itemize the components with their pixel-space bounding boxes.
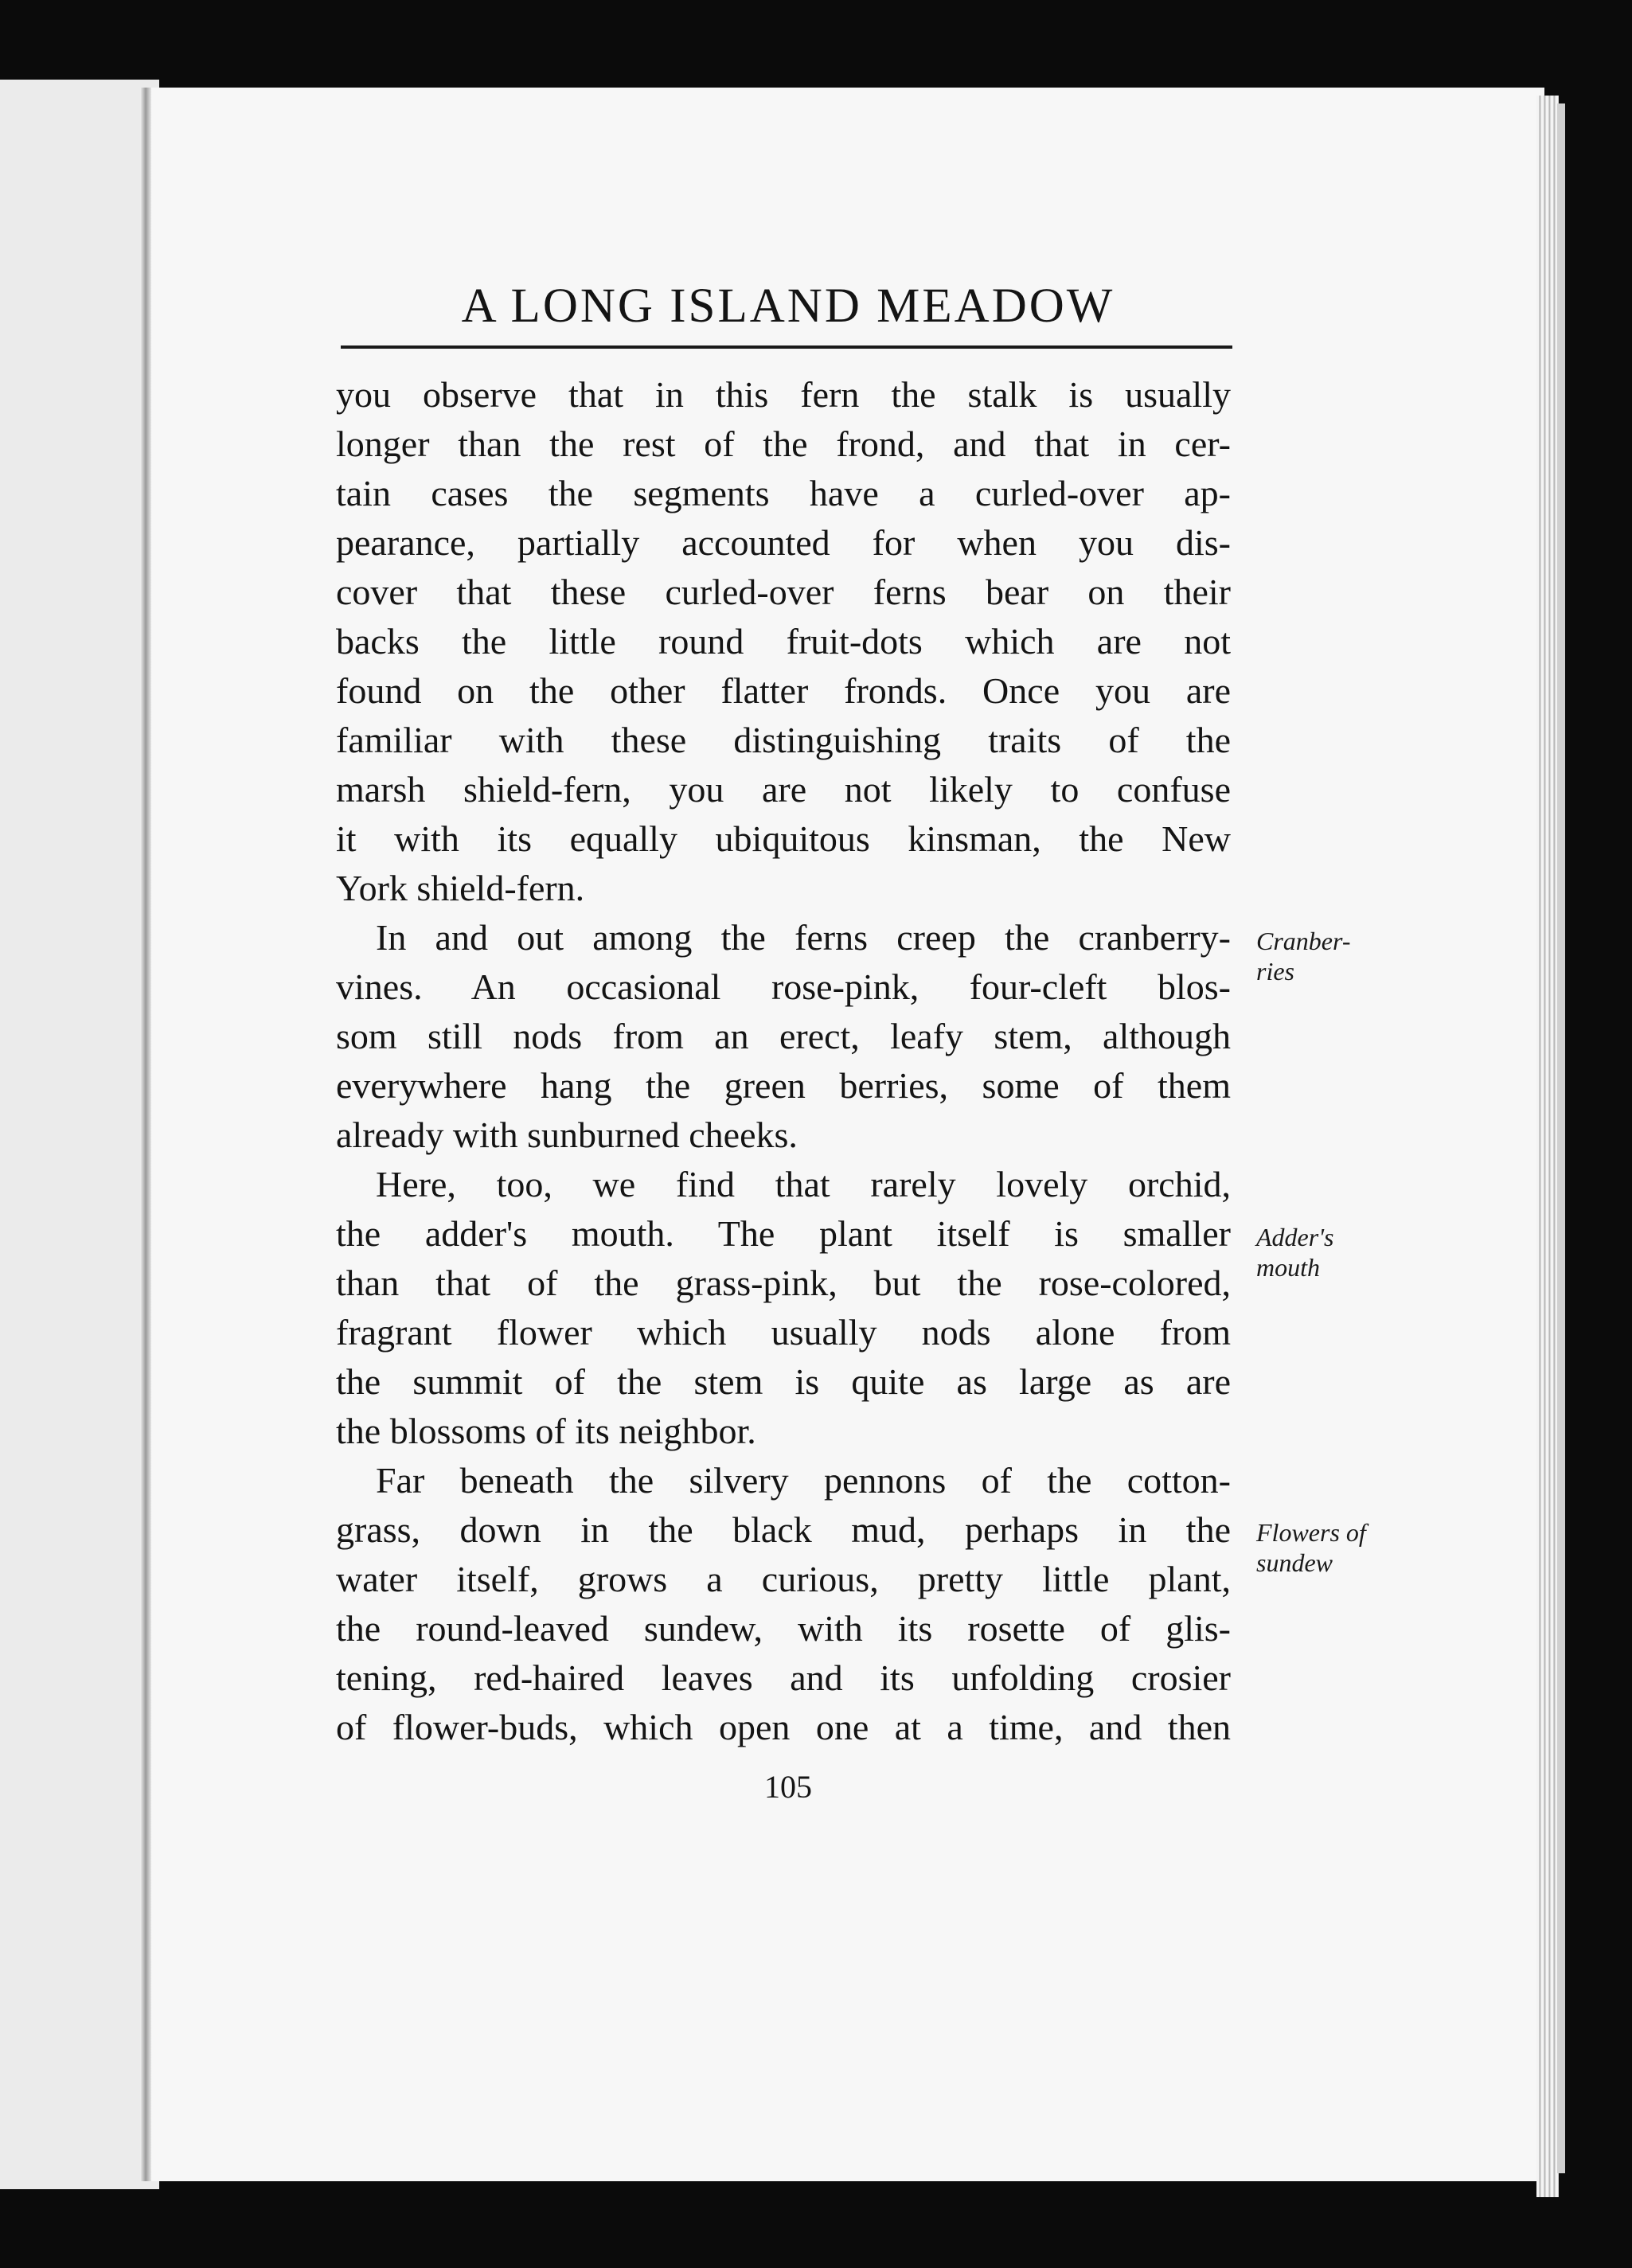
margin-note-line: sundew xyxy=(1256,1548,1333,1577)
margin-note-line: ries xyxy=(1256,957,1294,986)
margin-note-line: Cranber- xyxy=(1256,927,1351,955)
header-rule xyxy=(341,345,1232,349)
text-line: longer than the rest of the frond, and that in cer- xyxy=(336,424,1231,464)
page-stack-shadow xyxy=(1557,103,1565,2173)
text-line: marsh shield-fern, you are not likely to confuse xyxy=(336,769,1231,810)
page-stack-edge xyxy=(1536,96,1559,2197)
text-line: the adder's mouth. The plant itself is smaller xyxy=(336,1213,1231,1254)
body-text xyxy=(336,370,1231,1752)
text-line: tain cases the segments have a curled-over ap- xyxy=(336,473,1231,513)
margin-note-line: mouth xyxy=(1256,1253,1320,1282)
margin-note-flowers-of-sundew xyxy=(1256,1517,1447,1578)
text-line: the summit of the stem is quite as large as are xyxy=(336,1361,1231,1402)
text-line: you observe that in this fern the stalk is usually xyxy=(336,374,1231,415)
margin-note-adders-mouth xyxy=(1256,1222,1447,1282)
text-line: found on the other flatter fronds. Once you are xyxy=(336,670,1231,711)
text-line: backs the little round fruit-dots which are not xyxy=(336,621,1231,662)
margin-note-line: Adder's xyxy=(1256,1223,1334,1251)
text-line: In and out among the ferns creep the cranberry- xyxy=(376,917,1231,958)
text-line: Here, too, we find that rarely lovely orchid, xyxy=(376,1164,1231,1204)
margin-note-line: Flowers of xyxy=(1256,1518,1366,1547)
text-line: it with its equally ubiquitous kinsman, the New xyxy=(336,818,1231,859)
text-line: cover that these curled-over ferns bear on their xyxy=(336,572,1231,612)
facing-page-edge xyxy=(0,80,159,2189)
text-line: vines. An occasional rose-pink, four-cleft blos- xyxy=(336,966,1231,1007)
text-line: water itself, grows a curious, pretty little plant, xyxy=(336,1559,1231,1599)
text-line: familiar with these distinguishing traits of the xyxy=(336,720,1231,760)
text-line: already with sunburned cheeks. xyxy=(336,1114,798,1155)
text-line: tening, red-haired leaves and its unfolding crosier xyxy=(336,1657,1231,1698)
text-line: of flower-buds, which open one at a time, and then xyxy=(336,1707,1231,1747)
book-gutter xyxy=(140,88,151,2181)
text-line: the round-leaved sundew, with its rosette of glis- xyxy=(336,1608,1231,1649)
margin-note-cranberries xyxy=(1256,926,1447,986)
text-line: York shield-fern. xyxy=(336,868,585,908)
text-line: everywhere hang the green berries, some of them xyxy=(336,1065,1231,1106)
text-line: than that of the grass-pink, but the rose-colored, xyxy=(336,1263,1231,1303)
text-line: pearance, partially accounted for when you dis- xyxy=(336,522,1231,563)
text-line: fragrant flower which usually nods alone from xyxy=(336,1312,1231,1353)
text-line: grass, down in the black mud, perhaps in the xyxy=(336,1509,1231,1550)
text-line: Far beneath the silvery pennons of the cotton- xyxy=(376,1460,1231,1501)
page-number: 105 xyxy=(764,1769,812,1805)
text-line: the blossoms of its neighbor. xyxy=(336,1411,756,1451)
running-head: A LONG ISLAND MEADOW xyxy=(461,279,1115,333)
text-line: som still nods from an erect, leafy stem, although xyxy=(336,1016,1231,1056)
